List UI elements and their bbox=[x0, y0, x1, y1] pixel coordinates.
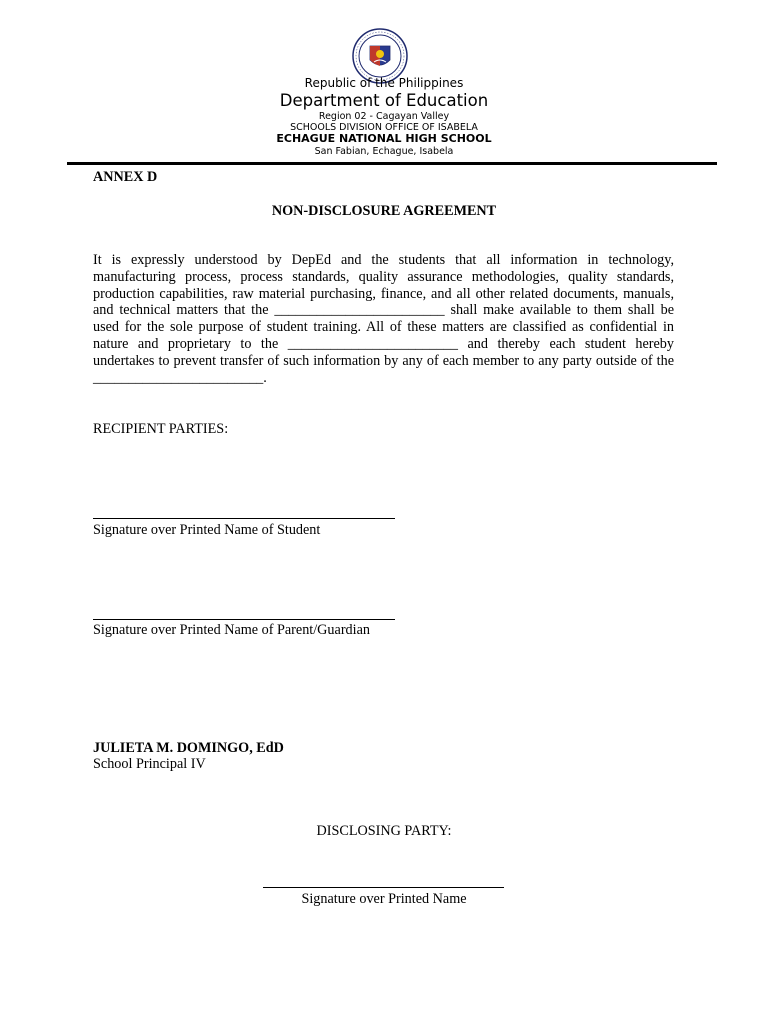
parent-signature-caption: Signature over Printed Name of Parent/Guardian bbox=[93, 622, 370, 638]
principal-title: School Principal IV bbox=[93, 756, 206, 772]
republic-line: Republic of the Philippines bbox=[304, 76, 464, 90]
school-address: San Fabian, Echague, Isabela bbox=[314, 146, 454, 157]
school-name: ECHAGUE NATIONAL HIGH SCHOOL bbox=[276, 132, 492, 145]
student-signature-line bbox=[93, 518, 395, 519]
region-line: Region 02 - Cagayan Valley bbox=[318, 111, 450, 122]
parent-signature-line bbox=[93, 619, 395, 620]
division-line: SCHOOLS DIVISION OFFICE OF ISABELA bbox=[290, 122, 478, 133]
disclosing-heading: DISCLOSING PARTY: bbox=[316, 823, 452, 839]
agreement-body: It is expressly understood by DepEd and the students that all information in technology, manufacturing process, process standards, quality assurance methodologies, quality standards, production capabilities, raw material purchasing, finance, and all other related documents, manuals, and technical matters that the ________________________ shall make available to them shall be used for the sole purpose of student training. All of these matters are classified as confidential in nature and proprietary to the ________________________ and thereby each student hereby undertakes to prevent transfer of such information by any of each member to any party outside of the ________________________. bbox=[93, 252, 674, 386]
disclosing-signature-caption: Signature over Printed Name bbox=[301, 891, 467, 907]
document-title: NON-DISCLOSURE AGREEMENT bbox=[271, 203, 497, 219]
department-line: Department of Education bbox=[279, 91, 489, 110]
header-divider bbox=[67, 162, 717, 165]
disclosing-signature-line bbox=[263, 887, 504, 888]
principal-name: JULIETA M. DOMINGO, EdD bbox=[93, 740, 284, 756]
recipient-heading: RECIPIENT PARTIES: bbox=[93, 421, 229, 437]
annex-label: ANNEX D bbox=[93, 169, 158, 185]
student-signature-caption: Signature over Printed Name of Student bbox=[93, 522, 321, 538]
